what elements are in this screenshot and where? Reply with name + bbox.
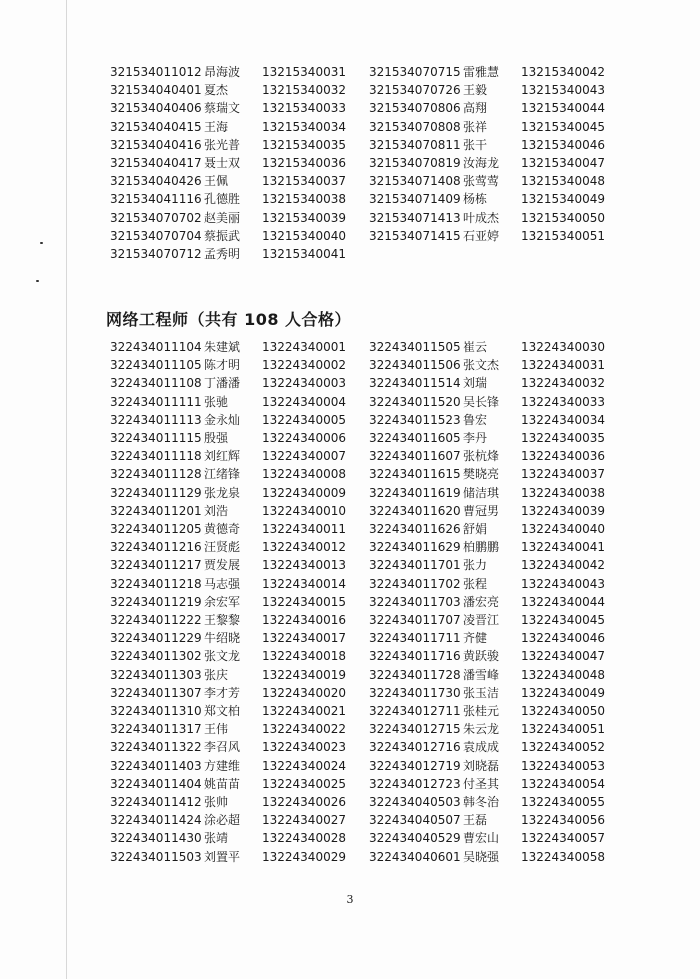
certificate-number: 13224340046	[521, 631, 605, 646]
certificate-number: 13224340012	[262, 540, 346, 555]
candidate-id: 322434011115	[110, 431, 202, 445]
candidate-name: 张庆	[204, 667, 229, 682]
certificate-number: 13224340013	[262, 558, 346, 573]
candidate-id: 322434011403	[110, 758, 202, 773]
candidate-name: 姚苗苗	[204, 776, 241, 791]
candidate-id: 322434011701	[369, 558, 461, 573]
candidate-id: 322434011730	[369, 685, 461, 700]
certificate-number: 13224340051	[521, 722, 605, 737]
certificate-number: 13224340037	[521, 467, 605, 482]
candidate-name: 王磊	[463, 813, 488, 828]
candidate-id: 322434011412	[110, 795, 202, 809]
candidate-name: 樊晓亮	[463, 467, 500, 482]
candidate-id: 321534070819	[369, 156, 461, 170]
candidate-name: 丁潘潘	[204, 376, 241, 391]
candidate-id: 322434011105	[110, 358, 202, 373]
candidate-name: 刘瑞	[463, 376, 488, 391]
certificate-number: 13224340022	[262, 722, 346, 737]
candidate-name: 雷雅慧	[463, 65, 500, 79]
candidate-id: 322434011703	[369, 594, 461, 609]
candidate-id: 322434011505	[369, 340, 461, 354]
candidate-id: 322434011216	[110, 540, 202, 555]
candidate-name: 马志强	[204, 576, 241, 591]
candidate-id: 322434011317	[110, 722, 202, 737]
candidate-name: 吴晓强	[463, 849, 500, 864]
certificate-number: 13224340015	[262, 594, 346, 609]
candidate-name: 袁成成	[463, 740, 500, 755]
certificate-number: 13215340031	[262, 65, 346, 79]
candidate-name: 李丹	[463, 431, 488, 445]
candidate-id: 322434011118	[110, 449, 202, 464]
candidate-name: 石亚婷	[463, 228, 500, 243]
candidate-name: 韩冬治	[463, 795, 500, 809]
certificate-number: 13215340041	[262, 247, 346, 261]
candidate-id: 322434040507	[369, 813, 461, 828]
candidate-name: 刘红辉	[204, 449, 241, 464]
candidate-name: 聂士双	[204, 156, 241, 170]
certificate-number: 13215340044	[521, 101, 605, 116]
candidate-name: 王黎黎	[204, 613, 241, 627]
candidate-id: 322434011205	[110, 522, 202, 536]
candidate-id: 322434012723	[369, 776, 461, 791]
candidate-id: 321534040415	[110, 119, 202, 134]
candidate-id: 322434011322	[110, 740, 202, 755]
candidate-id: 322434011520	[369, 394, 461, 409]
candidate-name: 张文龙	[204, 649, 241, 664]
candidate-id: 321534011012	[110, 65, 202, 79]
certificate-number: 13224340039	[521, 503, 605, 518]
certificate-number: 13224340007	[262, 449, 346, 464]
certificate-number: 13224340049	[521, 685, 605, 700]
certificate-number: 13224340036	[521, 449, 605, 464]
candidate-name: 刘浩	[204, 503, 229, 518]
candidate-id: 321534070808	[369, 119, 461, 134]
certificate-number: 13215340032	[262, 83, 346, 98]
candidate-id: 322434011619	[369, 485, 461, 500]
certificate-number: 13224340028	[262, 831, 346, 846]
candidate-id: 321534040417	[110, 156, 202, 170]
certificate-number: 13224340010	[262, 503, 346, 518]
certificate-number: 13224340038	[521, 485, 605, 500]
candidate-id: 321534071413	[369, 210, 461, 225]
candidate-name: 付圣其	[463, 776, 500, 791]
candidate-id: 322434040503	[369, 795, 461, 809]
certificate-number: 13224340057	[521, 831, 605, 846]
candidate-name: 郑文柏	[204, 704, 241, 718]
certificate-number: 13224340020	[262, 685, 346, 700]
certificate-number: 13215340042	[521, 65, 605, 79]
candidate-id: 322434011219	[110, 594, 202, 609]
candidate-name: 涂必超	[204, 813, 241, 828]
candidate-id: 322434011104	[110, 340, 202, 354]
candidate-id: 321534070704	[110, 228, 202, 243]
certificate-number: 13215340045	[521, 119, 605, 134]
candidate-id: 321534040416	[110, 137, 202, 152]
candidate-id: 322434012719	[369, 758, 461, 773]
certificate-number: 13224340024	[262, 758, 346, 773]
certificate-number: 13224340044	[521, 594, 605, 609]
candidate-id: 322434012711	[369, 704, 461, 718]
certificate-number: 13224340005	[262, 412, 346, 427]
certificate-number: 13224340004	[262, 394, 346, 409]
certificate-number: 13224340018	[262, 649, 346, 664]
certificate-number: 13224340058	[521, 849, 605, 864]
candidate-name: 曹冠男	[463, 503, 500, 518]
scan-edge-line	[66, 0, 67, 979]
candidate-id: 322434040529	[369, 831, 461, 846]
certificate-number: 13224340034	[521, 412, 605, 427]
candidate-name: 贾发展	[204, 558, 241, 573]
candidate-id: 322434011111	[110, 394, 202, 409]
page-number: 3	[346, 893, 354, 906]
certificate-number: 13224340056	[521, 813, 605, 828]
candidate-id: 322434011217	[110, 558, 202, 573]
candidate-name: 张帅	[204, 795, 229, 809]
candidate-id: 321534070806	[369, 101, 461, 116]
candidate-id: 322434011716	[369, 649, 461, 664]
certificate-number: 13215340039	[262, 210, 346, 225]
candidate-name: 崔云	[463, 340, 488, 354]
candidate-name: 张桂元	[463, 704, 500, 718]
candidate-name: 柏鹏鹏	[463, 540, 500, 555]
certificate-number: 13224340052	[521, 740, 605, 755]
candidate-id: 322434011506	[369, 358, 461, 373]
candidate-name: 李召风	[204, 740, 241, 755]
certificate-number: 13215340043	[521, 83, 605, 98]
candidate-name: 殷强	[204, 431, 229, 445]
certificate-number: 13224340035	[521, 431, 605, 445]
certificate-number: 13224340025	[262, 776, 346, 791]
candidate-name: 鲁宏	[463, 412, 488, 427]
candidate-id: 322434011229	[110, 631, 202, 646]
candidate-name: 张干	[463, 137, 488, 152]
candidate-id: 322434011523	[369, 412, 461, 427]
certificate-number: 13224340053	[521, 758, 605, 773]
candidate-id: 322434011129	[110, 485, 202, 500]
candidate-id: 321534071408	[369, 174, 461, 189]
candidate-id: 322434011307	[110, 685, 202, 700]
candidate-id: 322434011201	[110, 503, 202, 518]
certificate-number: 13224340016	[262, 613, 346, 627]
scan-speck	[40, 242, 43, 244]
candidate-id: 321534070726	[369, 83, 461, 98]
candidate-name: 昂海波	[204, 65, 241, 79]
certificate-number: 13224340048	[521, 667, 605, 682]
certificate-number: 13215340038	[262, 192, 346, 207]
candidate-name: 张龙泉	[204, 485, 241, 500]
candidate-id: 322434011615	[369, 467, 461, 482]
candidate-id: 322434011728	[369, 667, 461, 682]
candidate-name: 张文杰	[463, 358, 500, 373]
candidate-id: 322434011514	[369, 376, 461, 391]
candidate-name: 凌晋江	[463, 613, 500, 627]
candidate-name: 舒娟	[463, 522, 488, 536]
certificate-number: 13224340042	[521, 558, 605, 573]
candidate-name: 蔡瑞文	[204, 101, 241, 116]
candidate-name: 刘置平	[204, 849, 241, 864]
candidate-id: 322434012716	[369, 740, 461, 755]
candidate-name: 牛绍晓	[204, 631, 241, 646]
candidate-name: 张力	[463, 558, 488, 573]
certificate-number: 13224340027	[262, 813, 346, 828]
candidate-name: 张程	[463, 576, 488, 591]
certificate-number: 13215340048	[521, 174, 605, 189]
certificate-number: 13224340008	[262, 467, 346, 482]
candidate-id: 322434012715	[369, 722, 461, 737]
candidate-name: 潘宏亮	[463, 594, 500, 609]
certificate-number: 13224340043	[521, 576, 605, 591]
candidate-name: 王佩	[204, 174, 229, 189]
candidate-id: 322434011629	[369, 540, 461, 555]
candidate-name: 王伟	[204, 722, 229, 737]
candidate-id: 321534070702	[110, 210, 202, 225]
certificate-number: 13224340029	[262, 849, 346, 864]
candidate-name: 赵美丽	[204, 210, 241, 225]
certificate-number: 13224340032	[521, 376, 605, 391]
candidate-id: 321534040426	[110, 174, 202, 189]
certificate-number: 13215340037	[262, 174, 346, 189]
candidate-name: 江绪锋	[204, 467, 241, 482]
certificate-number: 13215340047	[521, 156, 605, 170]
candidate-id: 322434011607	[369, 449, 461, 464]
candidate-id: 321534040401	[110, 83, 202, 98]
candidate-name: 张莺莺	[463, 174, 500, 189]
candidate-id: 321534070811	[369, 137, 461, 152]
certificate-number: 13215340035	[262, 137, 346, 152]
candidate-id: 322434011303	[110, 667, 202, 682]
scan-speck	[36, 280, 39, 282]
candidate-id: 322434011128	[110, 467, 202, 482]
certificate-number: 13224340026	[262, 795, 346, 809]
candidate-id: 322434011222	[110, 613, 202, 627]
candidate-id: 321534071415	[369, 228, 461, 243]
certificate-number: 13215340051	[521, 228, 605, 243]
certificate-number: 13224340001	[262, 340, 346, 354]
candidate-id: 322434011626	[369, 522, 461, 536]
candidate-id: 322434011707	[369, 613, 461, 627]
certificate-number: 13224340031	[521, 358, 605, 373]
candidate-id: 322434011218	[110, 576, 202, 591]
certificate-number: 13215340036	[262, 156, 346, 170]
certificate-number: 13215340046	[521, 137, 605, 152]
certificate-number: 13224340041	[521, 540, 605, 555]
certificate-number: 13224340003	[262, 376, 346, 391]
candidate-name: 余宏军	[204, 594, 241, 609]
candidate-id: 322434011310	[110, 704, 202, 718]
candidate-id: 322434011424	[110, 813, 202, 828]
candidate-id: 322434011108	[110, 376, 202, 391]
candidate-name: 张玉洁	[463, 685, 500, 700]
candidate-name: 汪贤彪	[204, 540, 241, 555]
section-title: 网络工程师（共有 108 人合格）	[106, 310, 352, 329]
candidate-name: 金永灿	[204, 412, 241, 427]
candidate-id: 322434011430	[110, 831, 202, 846]
certificate-number: 13224340047	[521, 649, 605, 664]
candidate-name: 张光普	[204, 137, 241, 152]
candidate-name: 孔德胜	[204, 192, 241, 207]
certificate-number: 13224340006	[262, 431, 346, 445]
certificate-number: 13224340019	[262, 667, 346, 682]
candidate-name: 陈才明	[204, 358, 241, 373]
candidate-name: 刘晓磊	[463, 758, 500, 773]
certificate-number: 13215340034	[262, 119, 346, 134]
candidate-name: 蔡振武	[204, 228, 241, 243]
candidate-id: 321534070715	[369, 65, 461, 79]
certificate-number: 13224340002	[262, 358, 346, 373]
candidate-name: 张靖	[204, 831, 229, 846]
certificate-number: 13224340017	[262, 631, 346, 646]
candidate-name: 齐健	[463, 631, 488, 646]
candidate-name: 朱建斌	[204, 340, 241, 354]
candidate-name: 曹宏山	[463, 831, 500, 846]
candidate-name: 夏杰	[204, 83, 229, 98]
candidate-name: 王海	[204, 119, 229, 134]
candidate-name: 吴长锋	[463, 394, 500, 409]
candidate-name: 黄跃骏	[463, 649, 500, 664]
candidate-name: 张祥	[463, 119, 488, 134]
candidate-name: 方建维	[204, 758, 241, 773]
candidate-id: 322434011620	[369, 503, 461, 518]
candidate-name: 汝海龙	[463, 156, 500, 170]
certificate-number: 13224340040	[521, 522, 605, 536]
certificate-number: 13224340011	[262, 522, 346, 536]
certificate-number: 13215340049	[521, 192, 605, 207]
certificate-number: 13224340033	[521, 394, 605, 409]
certificate-number: 13224340021	[262, 704, 346, 718]
candidate-name: 叶成杰	[463, 210, 500, 225]
candidate-name: 潘雪峰	[463, 667, 500, 682]
candidate-name: 黄德奇	[204, 522, 241, 536]
candidate-name: 张驰	[204, 394, 229, 409]
candidate-id: 322434040601	[369, 849, 461, 864]
candidate-name: 孟秀明	[204, 247, 241, 261]
candidate-id: 322434011605	[369, 431, 461, 445]
candidate-name: 朱云龙	[463, 722, 500, 737]
candidate-name: 杨栋	[463, 192, 488, 207]
candidate-id: 321534040406	[110, 101, 202, 116]
candidate-name: 李才芳	[204, 685, 241, 700]
candidate-id: 322434011711	[369, 631, 461, 646]
candidate-id: 322434011302	[110, 649, 202, 664]
candidate-name: 高翔	[463, 101, 488, 116]
candidate-id: 322434011503	[110, 849, 202, 864]
certificate-number: 13224340055	[521, 795, 605, 809]
candidate-id: 321534070712	[110, 247, 202, 261]
candidate-id: 321534041116	[110, 192, 202, 207]
candidate-id: 322434011113	[110, 412, 202, 427]
certificate-number: 13224340014	[262, 576, 346, 591]
candidate-id: 322434011702	[369, 576, 461, 591]
certificate-number: 13224340030	[521, 340, 605, 354]
candidate-name: 张杭烽	[463, 449, 500, 464]
certificate-number: 13215340050	[521, 210, 605, 225]
candidate-id: 321534071409	[369, 192, 461, 207]
candidate-id: 322434011404	[110, 776, 202, 791]
certificate-number: 13224340050	[521, 704, 605, 718]
candidate-name: 王毅	[463, 83, 488, 98]
candidate-name: 储洁琪	[463, 485, 500, 500]
certificate-number: 13224340009	[262, 485, 346, 500]
certificate-number: 13224340054	[521, 776, 605, 791]
certificate-number: 13224340045	[521, 613, 605, 627]
certificate-number: 13215340033	[262, 101, 346, 116]
certificate-number: 13215340040	[262, 228, 346, 243]
certificate-number: 13224340023	[262, 740, 346, 755]
